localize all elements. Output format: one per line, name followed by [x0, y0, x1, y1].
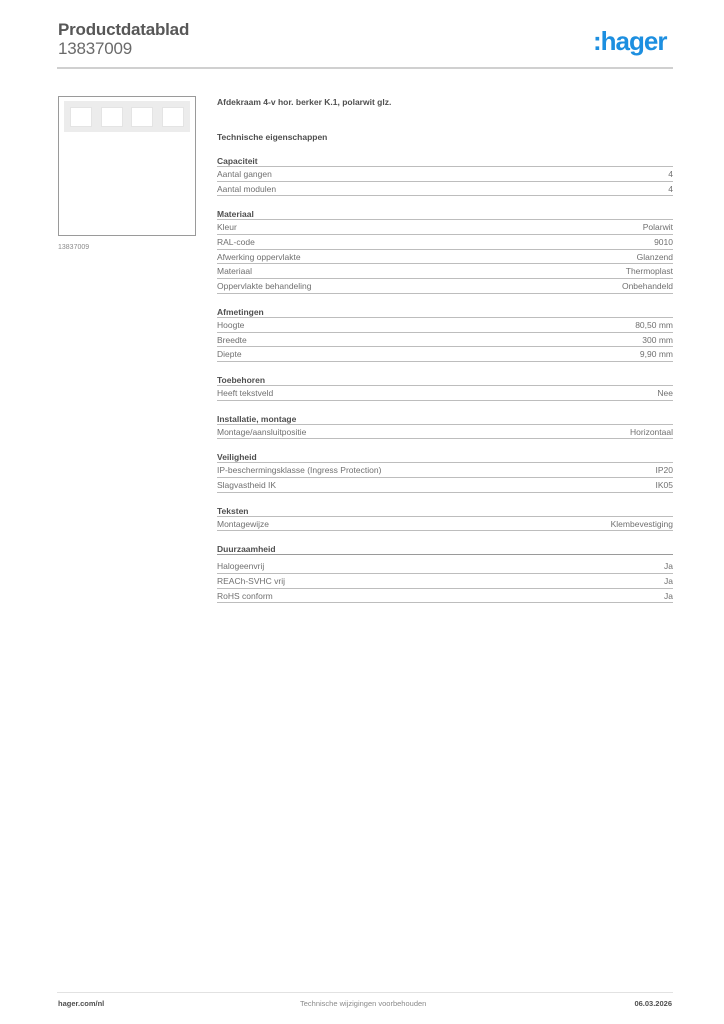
spec-value: Ja — [664, 561, 673, 572]
spec-value: Onbehandeld — [621, 281, 673, 292]
spec-value: 300 mm — [642, 334, 673, 345]
spec-label: Montagewijze — [217, 518, 269, 529]
technical-properties-heading: Technische eigenschappen — [217, 132, 328, 142]
spec-value: Klembevestiging — [610, 518, 673, 529]
footer-divider — [57, 992, 673, 993]
spec-value: Horizontaal — [630, 426, 673, 437]
spec-row — [217, 517, 673, 532]
spec-value: 80,50 mm — [635, 319, 673, 330]
spec-value: 4 — [668, 183, 673, 194]
section-title: Installatie, montage — [217, 413, 673, 425]
page-title: Productdatablad — [58, 20, 190, 39]
section-title: Teksten — [217, 505, 673, 517]
section-capacity — [217, 155, 673, 196]
footer-website-link[interactable]: hager.com/nl — [58, 999, 105, 1008]
section-title: Veiligheid — [217, 451, 673, 463]
section-title: Duurzaamheid — [217, 543, 673, 555]
spec-value: 4 — [668, 169, 673, 179]
spec-label: REACh-SVHC vrij — [217, 576, 286, 586]
spec-label: RAL-code — [217, 237, 255, 248]
spec-row — [217, 182, 673, 197]
spec-label: Halogeenvrij — [217, 561, 265, 572]
section-safety — [217, 451, 673, 492]
spec-label: RoHS conform — [217, 590, 273, 601]
spec-label: Slagvastheid IK — [217, 479, 277, 490]
spec-row — [217, 559, 673, 574]
spec-value: IK05 — [655, 479, 673, 490]
spec-value: 9,90 mm — [639, 349, 673, 360]
product-name: Afdekraam 4-v hor. berker K.1, polarwit glz. — [217, 97, 392, 107]
spec-row — [217, 574, 673, 589]
spec-row — [217, 463, 673, 478]
spec-label: Heeft tekstveld — [217, 387, 274, 398]
spec-row — [217, 318, 673, 333]
section-installation — [217, 413, 673, 440]
section-title: Capaciteit — [217, 155, 673, 167]
section-dimensions — [217, 306, 673, 362]
spec-value: Ja — [664, 590, 673, 601]
spec-label: Aantal gangen — [217, 169, 272, 179]
section-sustainability — [217, 543, 673, 603]
spec-label: Oppervlakte behandeling — [217, 281, 312, 292]
spec-row — [217, 386, 673, 401]
spec-row — [217, 250, 673, 265]
spec-value: Polarwit — [642, 222, 673, 233]
spec-row — [217, 167, 673, 182]
4-gang-frame-icon — [64, 101, 190, 132]
spec-row — [217, 478, 673, 493]
footer-disclaimer: Technische wijzigingen voorbehouden — [300, 999, 427, 1008]
section-texts — [217, 505, 673, 532]
header-divider — [57, 67, 673, 69]
spec-row — [217, 333, 673, 348]
spec-value: 9010 — [654, 237, 673, 248]
spec-value: IP20 — [655, 465, 673, 476]
frame-opening — [131, 107, 153, 127]
footer-date: 06.03.2026 — [634, 999, 672, 1008]
spec-row — [217, 347, 673, 362]
article-number: 13837009 — [58, 39, 133, 58]
section-accessories — [217, 374, 673, 401]
spec-label: Kleur — [217, 222, 237, 233]
frame-opening — [70, 107, 92, 127]
spec-value: Thermoplast — [625, 266, 673, 277]
section-title: Afmetingen — [217, 306, 673, 318]
spec-value: Glanzend — [636, 251, 673, 262]
spec-row — [217, 264, 673, 279]
spec-label: Aantal modulen — [217, 183, 277, 194]
spec-label: Afwerking oppervlakte — [217, 251, 301, 262]
section-title: Toebehoren — [217, 374, 673, 386]
spec-row — [217, 425, 673, 440]
spec-label: Materiaal — [217, 266, 252, 277]
spec-row — [217, 279, 673, 294]
spec-label: IP-beschermingsklasse (Ingress Protection) — [217, 465, 382, 476]
specifications — [217, 96, 673, 603]
spec-row — [217, 589, 673, 604]
spec-label: Montage/aansluitpositie — [217, 426, 307, 437]
spec-label: Hoogte — [217, 319, 245, 330]
spec-row — [217, 220, 673, 235]
frame-opening — [162, 107, 184, 127]
spec-label: Breedte — [217, 334, 247, 345]
frame-opening — [101, 107, 123, 127]
hager-logo: :hager — [593, 26, 667, 56]
section-title: Materiaal — [217, 208, 673, 220]
spec-value: Nee — [657, 387, 673, 398]
spec-label: Diepte — [217, 349, 242, 360]
image-caption: 13837009 — [58, 244, 90, 251]
product-image — [58, 96, 196, 236]
spec-value: Ja — [664, 576, 673, 586]
spec-row — [217, 235, 673, 250]
section-material — [217, 208, 673, 293]
